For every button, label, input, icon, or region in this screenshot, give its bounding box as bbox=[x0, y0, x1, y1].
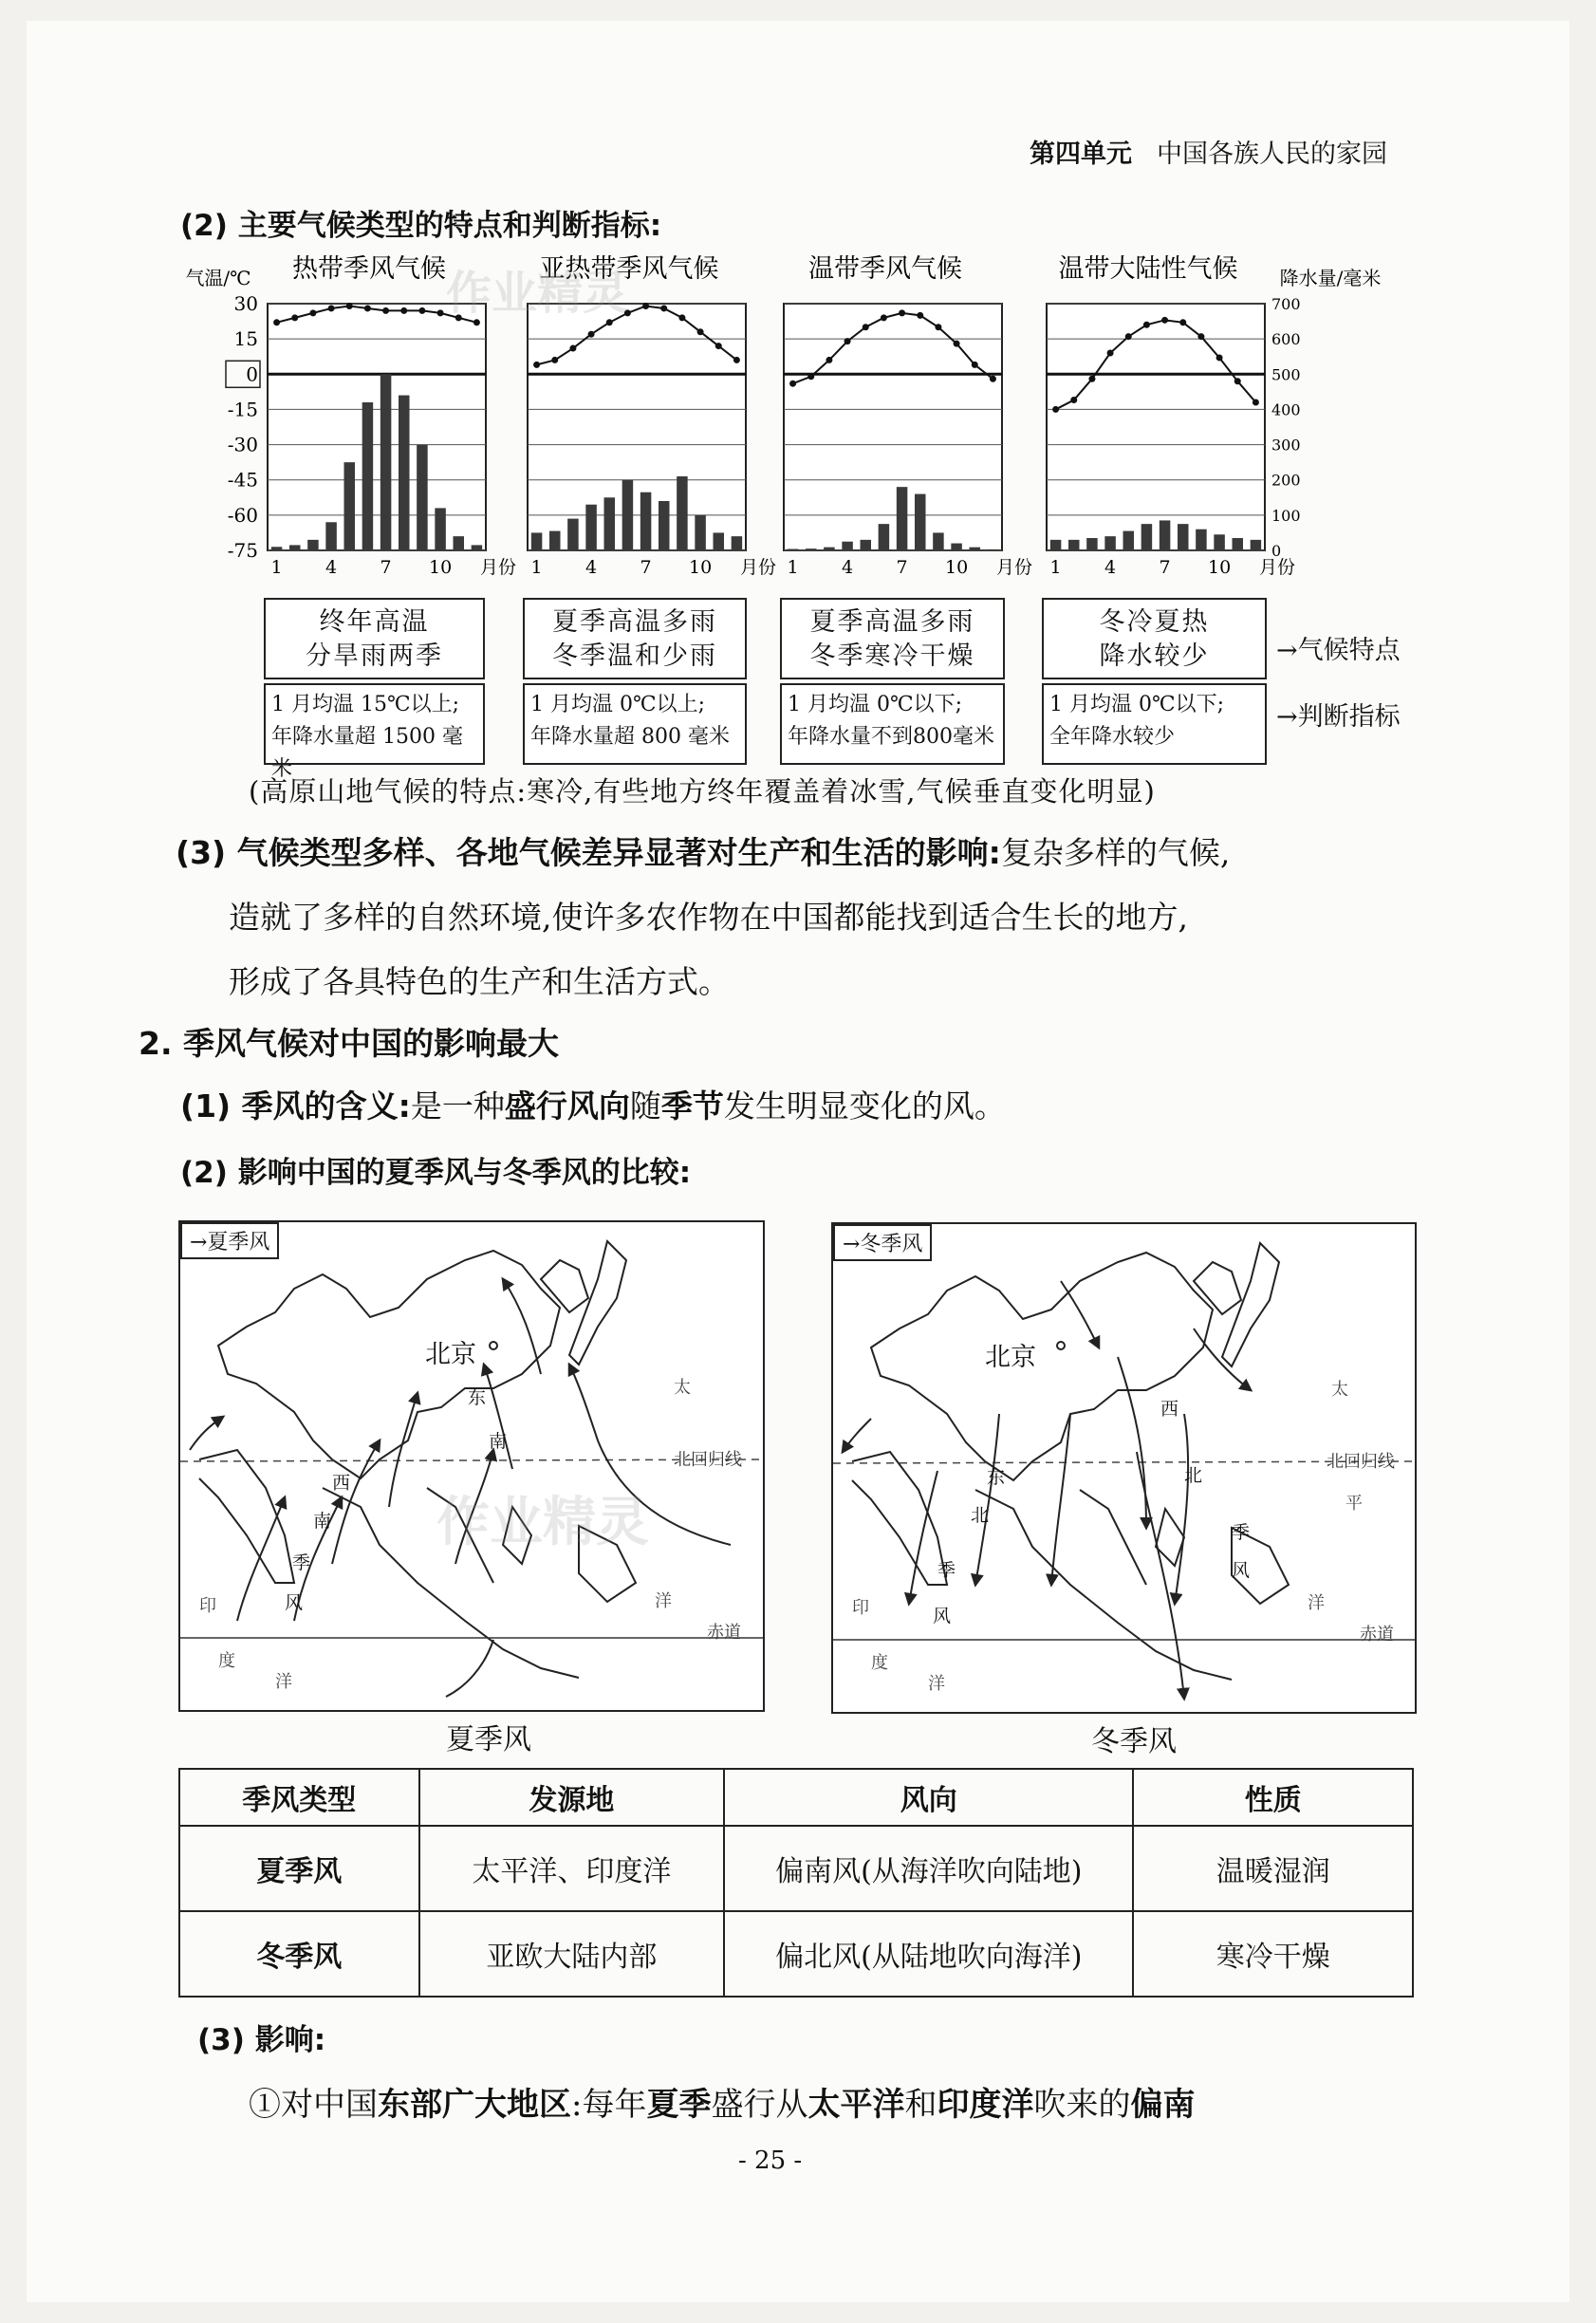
def-post: 发生明显变化的风。 bbox=[723, 1087, 1006, 1124]
temperature-point bbox=[418, 307, 425, 314]
winter-label-yang2: 洋 bbox=[928, 1674, 945, 1694]
month-unit-label: 月份 bbox=[996, 557, 1033, 578]
precip-bar bbox=[307, 540, 319, 550]
temperature-point bbox=[642, 303, 649, 309]
temperature-point bbox=[1234, 378, 1241, 384]
section-monsoon-heading: 2. 季风气候对中国的影响最大 bbox=[139, 1025, 559, 1062]
temperature-point bbox=[678, 314, 685, 321]
temperature-point bbox=[917, 312, 923, 319]
indicator-box-1 bbox=[264, 683, 485, 781]
feature-box-1 bbox=[264, 598, 485, 679]
precip-bar bbox=[1068, 540, 1080, 550]
table-cell: 寒冷干燥 bbox=[1133, 1911, 1413, 1997]
point3-paragraph bbox=[176, 821, 1438, 1014]
feature-text-4: 冬冷夏热 降水较少 bbox=[1099, 607, 1210, 671]
month-tick: 7 bbox=[640, 557, 652, 578]
temperature-point bbox=[1253, 400, 1259, 406]
point3-line3: 形成了各具特色的生产和生活方式。 bbox=[229, 963, 730, 1000]
temperature-point bbox=[863, 324, 869, 330]
climate-charts bbox=[0, 247, 1596, 588]
precip-bar bbox=[399, 396, 410, 550]
summer-equator-label: 赤道 bbox=[707, 1623, 741, 1643]
temperature-point bbox=[1052, 406, 1059, 413]
left-axis-tick: -15 bbox=[227, 398, 258, 421]
temperature-point bbox=[789, 381, 796, 387]
precip-bar bbox=[732, 536, 743, 550]
effect-text: 和 bbox=[904, 2086, 937, 2124]
effect-key: 东部广大地区 bbox=[378, 2086, 571, 2124]
precip-bar bbox=[640, 492, 652, 550]
temperature-point bbox=[1179, 319, 1186, 325]
summer-ocean-label: 太 bbox=[674, 1378, 691, 1398]
precip-bar bbox=[897, 487, 908, 550]
summer-label-yin: 印 bbox=[199, 1596, 216, 1616]
month-tick: 1 bbox=[530, 557, 543, 578]
compare-heading: (2) 影响中国的夏季风与冬季风的比较: bbox=[180, 1156, 692, 1190]
month-tick: 4 bbox=[1104, 557, 1117, 578]
left-axis-tick: -60 bbox=[227, 503, 258, 527]
winter-label-feng2: 风 bbox=[1232, 1560, 1251, 1581]
precip-bar bbox=[622, 480, 634, 550]
precip-bar bbox=[380, 374, 392, 550]
temperature-point bbox=[569, 345, 576, 352]
summer-map-caption: 夏季风 bbox=[446, 1723, 531, 1756]
summer-label-dong: 东 bbox=[468, 1387, 487, 1408]
precip-bar bbox=[1141, 524, 1153, 550]
month-tick: 4 bbox=[842, 557, 854, 578]
indicator-text-3: 1 月均温 0℃以下; 年降水量不到800毫米 bbox=[788, 693, 994, 749]
summer-label-yang2: 洋 bbox=[655, 1591, 672, 1611]
winter-label-ji2: 季 bbox=[1232, 1522, 1251, 1543]
winter-label-ping: 平 bbox=[1345, 1494, 1363, 1514]
left-axis-tick: 0 bbox=[246, 362, 258, 386]
precip-bar bbox=[988, 549, 999, 550]
precip-bar bbox=[788, 549, 799, 550]
indicator-text-4: 1 月均温 0℃以下; 全年降水较少 bbox=[1049, 693, 1225, 749]
table-row bbox=[179, 1911, 1413, 1997]
temperature-point bbox=[733, 357, 740, 363]
def-label: (1) 季风的含义: bbox=[180, 1087, 411, 1124]
summer-label-feng: 风 bbox=[285, 1592, 304, 1613]
temperature-point bbox=[1216, 354, 1223, 361]
temperature-point bbox=[533, 362, 540, 368]
indicator-text-1: 1 月均温 15℃以上; 年降水量超 1500 毫米 bbox=[271, 693, 463, 781]
temperature-point bbox=[382, 307, 389, 314]
def-key-2: 季节 bbox=[660, 1087, 724, 1124]
indicator-box-2 bbox=[523, 683, 747, 765]
indicator-text-2: 1 月均温 0℃以上; 年降水量超 800 毫米 bbox=[530, 693, 730, 749]
winter-label-xi: 西 bbox=[1160, 1399, 1179, 1420]
monsoon-comparison-table bbox=[178, 1768, 1414, 1998]
unit-title: 中国各族人民的家园 bbox=[1157, 139, 1387, 169]
feature-box-3 bbox=[780, 598, 1005, 679]
winter-label-yang1: 洋 bbox=[1308, 1593, 1325, 1613]
effect-key: 印度洋 bbox=[937, 2086, 1034, 2124]
watermark: 作业精灵 bbox=[446, 267, 629, 320]
precip-bar bbox=[362, 402, 374, 550]
effect-text: :每年 bbox=[571, 2086, 647, 2124]
temperature-point bbox=[309, 309, 316, 316]
right-axis-title: 降水量/毫米 bbox=[1279, 267, 1382, 289]
precip-bar bbox=[417, 445, 428, 550]
table-cell: 太平洋、印度洋 bbox=[419, 1826, 725, 1911]
feature-text-1: 终年高温 分旱雨两季 bbox=[306, 607, 443, 671]
indicators-arrow-label: →判断指标 bbox=[1276, 702, 1401, 732]
month-tick: 1 bbox=[270, 557, 283, 578]
table-cell: 冬季风 bbox=[179, 1911, 419, 1997]
temperature-point bbox=[990, 376, 996, 382]
precip-bar bbox=[951, 544, 962, 550]
precip-bar bbox=[604, 497, 616, 550]
right-axis-tick: 600 bbox=[1271, 330, 1301, 349]
summer-label-nan2: 南 bbox=[313, 1511, 332, 1532]
def-key-1: 盛行风向 bbox=[504, 1087, 630, 1124]
temperature-point bbox=[826, 357, 832, 363]
table-cell: 偏北风(从陆地吹向海洋) bbox=[724, 1911, 1133, 1997]
temperature-point bbox=[551, 357, 558, 363]
month-tick: 7 bbox=[896, 557, 908, 578]
summer-label-xi: 西 bbox=[332, 1473, 351, 1494]
temperature-point bbox=[715, 343, 722, 349]
summer-map-tag: →夏季风 bbox=[180, 1222, 279, 1259]
monsoon-definition bbox=[180, 1074, 1006, 1139]
winter-label-dong: 东 bbox=[987, 1467, 1006, 1488]
precip-bar bbox=[842, 542, 853, 550]
winter-label-yin: 印 bbox=[852, 1598, 869, 1618]
feature-text-3: 夏季高温多雨 冬季寒冷干燥 bbox=[809, 607, 975, 671]
month-tick: 7 bbox=[380, 557, 392, 578]
month-unit-label: 月份 bbox=[480, 557, 517, 578]
right-axis-tick: 400 bbox=[1271, 400, 1301, 419]
month-tick: 10 bbox=[428, 557, 453, 578]
features-arrow-label: →气候特点 bbox=[1276, 636, 1401, 665]
right-axis-tick: 500 bbox=[1271, 365, 1301, 384]
def-mid: 随 bbox=[629, 1087, 661, 1124]
precip-bar bbox=[1086, 538, 1098, 550]
precip-bar bbox=[879, 524, 890, 550]
precip-bar bbox=[1160, 520, 1171, 550]
month-tick: 7 bbox=[1159, 557, 1171, 578]
watermark: 作业精灵 bbox=[436, 1492, 649, 1553]
left-axis-title: 气温/℃ bbox=[185, 267, 251, 289]
table-cell: 亚欧大陆内部 bbox=[419, 1911, 725, 1997]
table-header: 发源地 bbox=[419, 1769, 725, 1826]
feature-box-2 bbox=[523, 598, 747, 679]
temperature-point bbox=[844, 338, 851, 344]
month-tick: 10 bbox=[688, 557, 713, 578]
temperature-point bbox=[364, 305, 371, 311]
temperature-point bbox=[807, 373, 814, 380]
winter-ocean-label: 太 bbox=[1331, 1380, 1348, 1400]
summer-label-nan1: 南 bbox=[489, 1431, 508, 1452]
summer-monsoon-map bbox=[178, 1220, 765, 1712]
winter-label-feng1: 风 bbox=[933, 1606, 952, 1626]
summer-label-ji: 季 bbox=[292, 1552, 311, 1573]
precip-bar bbox=[1233, 538, 1244, 550]
left-axis-tick: -30 bbox=[227, 433, 258, 456]
temperature-point bbox=[1107, 350, 1114, 357]
summer-beijing-label: 北京 bbox=[425, 1340, 476, 1369]
winter-label-bei1: 北 bbox=[1184, 1465, 1203, 1486]
right-axis-tick: 0 bbox=[1271, 542, 1282, 560]
precip-bar bbox=[1123, 531, 1135, 550]
chart-title: 温带季风气候 bbox=[808, 254, 962, 284]
effect-key: 夏季 bbox=[646, 2086, 712, 2124]
precip-bar bbox=[1196, 530, 1207, 550]
temperature-point bbox=[437, 309, 444, 316]
temperature-point bbox=[1161, 317, 1168, 324]
precip-bar bbox=[824, 548, 835, 550]
temperature-point bbox=[1125, 333, 1132, 340]
precip-bar bbox=[861, 540, 872, 550]
winter-monsoon-map bbox=[831, 1222, 1417, 1714]
chart-frame bbox=[268, 304, 486, 550]
effect-text: 盛行从 bbox=[711, 2086, 808, 2124]
precip-bar bbox=[806, 548, 817, 550]
effect-label: (3) 影响: bbox=[197, 2023, 326, 2057]
precip-bar bbox=[1251, 540, 1262, 550]
table-header-row bbox=[179, 1769, 1413, 1826]
winter-label-ji1: 季 bbox=[937, 1560, 956, 1581]
feature-box-4 bbox=[1042, 598, 1267, 679]
effect-paragraph bbox=[249, 2078, 1195, 2125]
temperature-point bbox=[291, 314, 298, 321]
point3-line1: 复杂多样的气候, bbox=[1000, 834, 1231, 871]
precip-bar bbox=[567, 519, 579, 550]
precip-bar bbox=[659, 501, 670, 550]
chart-frame bbox=[1047, 304, 1265, 550]
effect-text: ①对中国 bbox=[249, 2086, 378, 2124]
temperature-point bbox=[273, 319, 280, 325]
precip-bar bbox=[531, 532, 543, 550]
winter-label-bei2: 北 bbox=[971, 1505, 990, 1526]
temperature-point bbox=[899, 309, 905, 316]
right-axis-tick: 700 bbox=[1271, 295, 1301, 313]
temperature-point bbox=[660, 305, 667, 311]
month-unit-label: 月份 bbox=[740, 557, 777, 578]
right-axis-tick: 100 bbox=[1271, 506, 1301, 525]
left-axis-tick: -45 bbox=[227, 468, 258, 492]
page-number: - 25 - bbox=[738, 2146, 803, 2175]
left-axis-tick: -75 bbox=[227, 539, 258, 562]
temperature-point bbox=[972, 362, 978, 368]
indicator-box-3 bbox=[780, 683, 1005, 765]
def-pre: 是一种 bbox=[410, 1087, 505, 1124]
temperature-point bbox=[954, 341, 960, 347]
month-tick: 4 bbox=[325, 557, 338, 578]
summer-label-yang1: 洋 bbox=[275, 1672, 292, 1692]
winter-equator-label: 赤道 bbox=[1360, 1625, 1394, 1645]
temperature-point bbox=[1088, 376, 1095, 382]
table-header: 性质 bbox=[1133, 1769, 1413, 1826]
precip-bar bbox=[472, 545, 483, 550]
precip-bar bbox=[325, 522, 337, 550]
precip-bar bbox=[1104, 536, 1116, 550]
month-unit-label: 月份 bbox=[1259, 557, 1296, 578]
precip-bar bbox=[1178, 524, 1189, 550]
precip-bar bbox=[970, 548, 981, 550]
effect-text: 吹来的 bbox=[1033, 2086, 1131, 2124]
winter-map-caption: 冬季风 bbox=[1091, 1725, 1177, 1758]
temperature-point bbox=[935, 324, 941, 330]
temperature-point bbox=[697, 328, 704, 335]
precip-bar bbox=[677, 476, 688, 550]
winter-beijing-label: 北京 bbox=[985, 1343, 1036, 1372]
chart-title: 亚热带季风气候 bbox=[539, 254, 719, 284]
chart-frame bbox=[784, 304, 1002, 550]
precip-bar bbox=[344, 462, 356, 550]
table-header: 季风类型 bbox=[179, 1769, 419, 1826]
winter-tropic-label: 北回归线 bbox=[1327, 1452, 1395, 1472]
precip-bar bbox=[933, 532, 944, 550]
precip-bar bbox=[1050, 540, 1062, 550]
unit-label: 第四单元 bbox=[1030, 139, 1132, 169]
temperature-point bbox=[588, 331, 595, 338]
precip-bar bbox=[289, 545, 301, 550]
temperature-point bbox=[346, 303, 353, 309]
point3-line2: 造就了多样的自然环境,使许多农作物在中国都能找到适合生长的地方, bbox=[229, 899, 1188, 936]
indicator-box-4 bbox=[1042, 683, 1267, 765]
feature-text-2: 夏季高温多雨 冬季温和少雨 bbox=[552, 607, 717, 671]
right-axis-tick: 300 bbox=[1271, 436, 1301, 455]
temperature-point bbox=[400, 307, 407, 314]
left-axis-tick: 30 bbox=[233, 292, 258, 315]
effect-key: 太平洋 bbox=[807, 2086, 905, 2124]
precip-bar bbox=[915, 494, 926, 550]
precip-bar bbox=[549, 531, 561, 550]
month-tick: 10 bbox=[1207, 557, 1232, 578]
table-cell: 偏南风(从海洋吹向陆地) bbox=[724, 1826, 1133, 1911]
precip-bar bbox=[271, 547, 283, 550]
winter-label-du: 度 bbox=[871, 1653, 888, 1673]
month-tick: 1 bbox=[787, 557, 799, 578]
table-row bbox=[179, 1826, 1413, 1911]
left-axis-tick: 15 bbox=[233, 327, 258, 351]
precip-bar bbox=[695, 515, 706, 550]
precip-bar bbox=[454, 536, 465, 550]
precip-bar bbox=[585, 505, 597, 550]
table-cell: 温暖湿润 bbox=[1133, 1826, 1413, 1911]
plateau-note: (高原山地气候的特点:寒冷,有些地方终年覆盖着冰雪,气候垂直变化明显) bbox=[249, 775, 1156, 808]
temperature-point bbox=[1197, 333, 1204, 340]
summer-tropic-label: 北回归线 bbox=[674, 1450, 742, 1470]
precip-bar bbox=[435, 508, 446, 550]
chart-title: 温带大陆性气候 bbox=[1058, 254, 1238, 284]
month-tick: 4 bbox=[585, 557, 598, 578]
chart-title: 热带季风气候 bbox=[292, 254, 446, 284]
running-header bbox=[1030, 133, 1387, 170]
month-tick: 1 bbox=[1049, 557, 1062, 578]
point3-label: (3) 气候类型多样、各地气候差异显著对生产和生活的影响: bbox=[176, 834, 1001, 871]
right-axis-tick: 200 bbox=[1271, 471, 1301, 490]
summer-label-du: 度 bbox=[218, 1651, 235, 1671]
temperature-point bbox=[328, 305, 335, 311]
table-cell: 夏季风 bbox=[179, 1826, 419, 1911]
precip-bar bbox=[714, 532, 725, 550]
temperature-point bbox=[1143, 322, 1150, 328]
temperature-point bbox=[1070, 397, 1077, 403]
effect-key: 偏南 bbox=[1130, 2086, 1196, 2124]
precip-bar bbox=[1214, 534, 1225, 550]
winter-map-tag: →冬季风 bbox=[833, 1224, 932, 1261]
section-climate-types-heading: (2) 主要气候类型的特点和判断指标: bbox=[180, 209, 662, 243]
month-tick: 10 bbox=[944, 557, 969, 578]
table-header: 风向 bbox=[724, 1769, 1133, 1826]
temperature-point bbox=[881, 314, 887, 321]
